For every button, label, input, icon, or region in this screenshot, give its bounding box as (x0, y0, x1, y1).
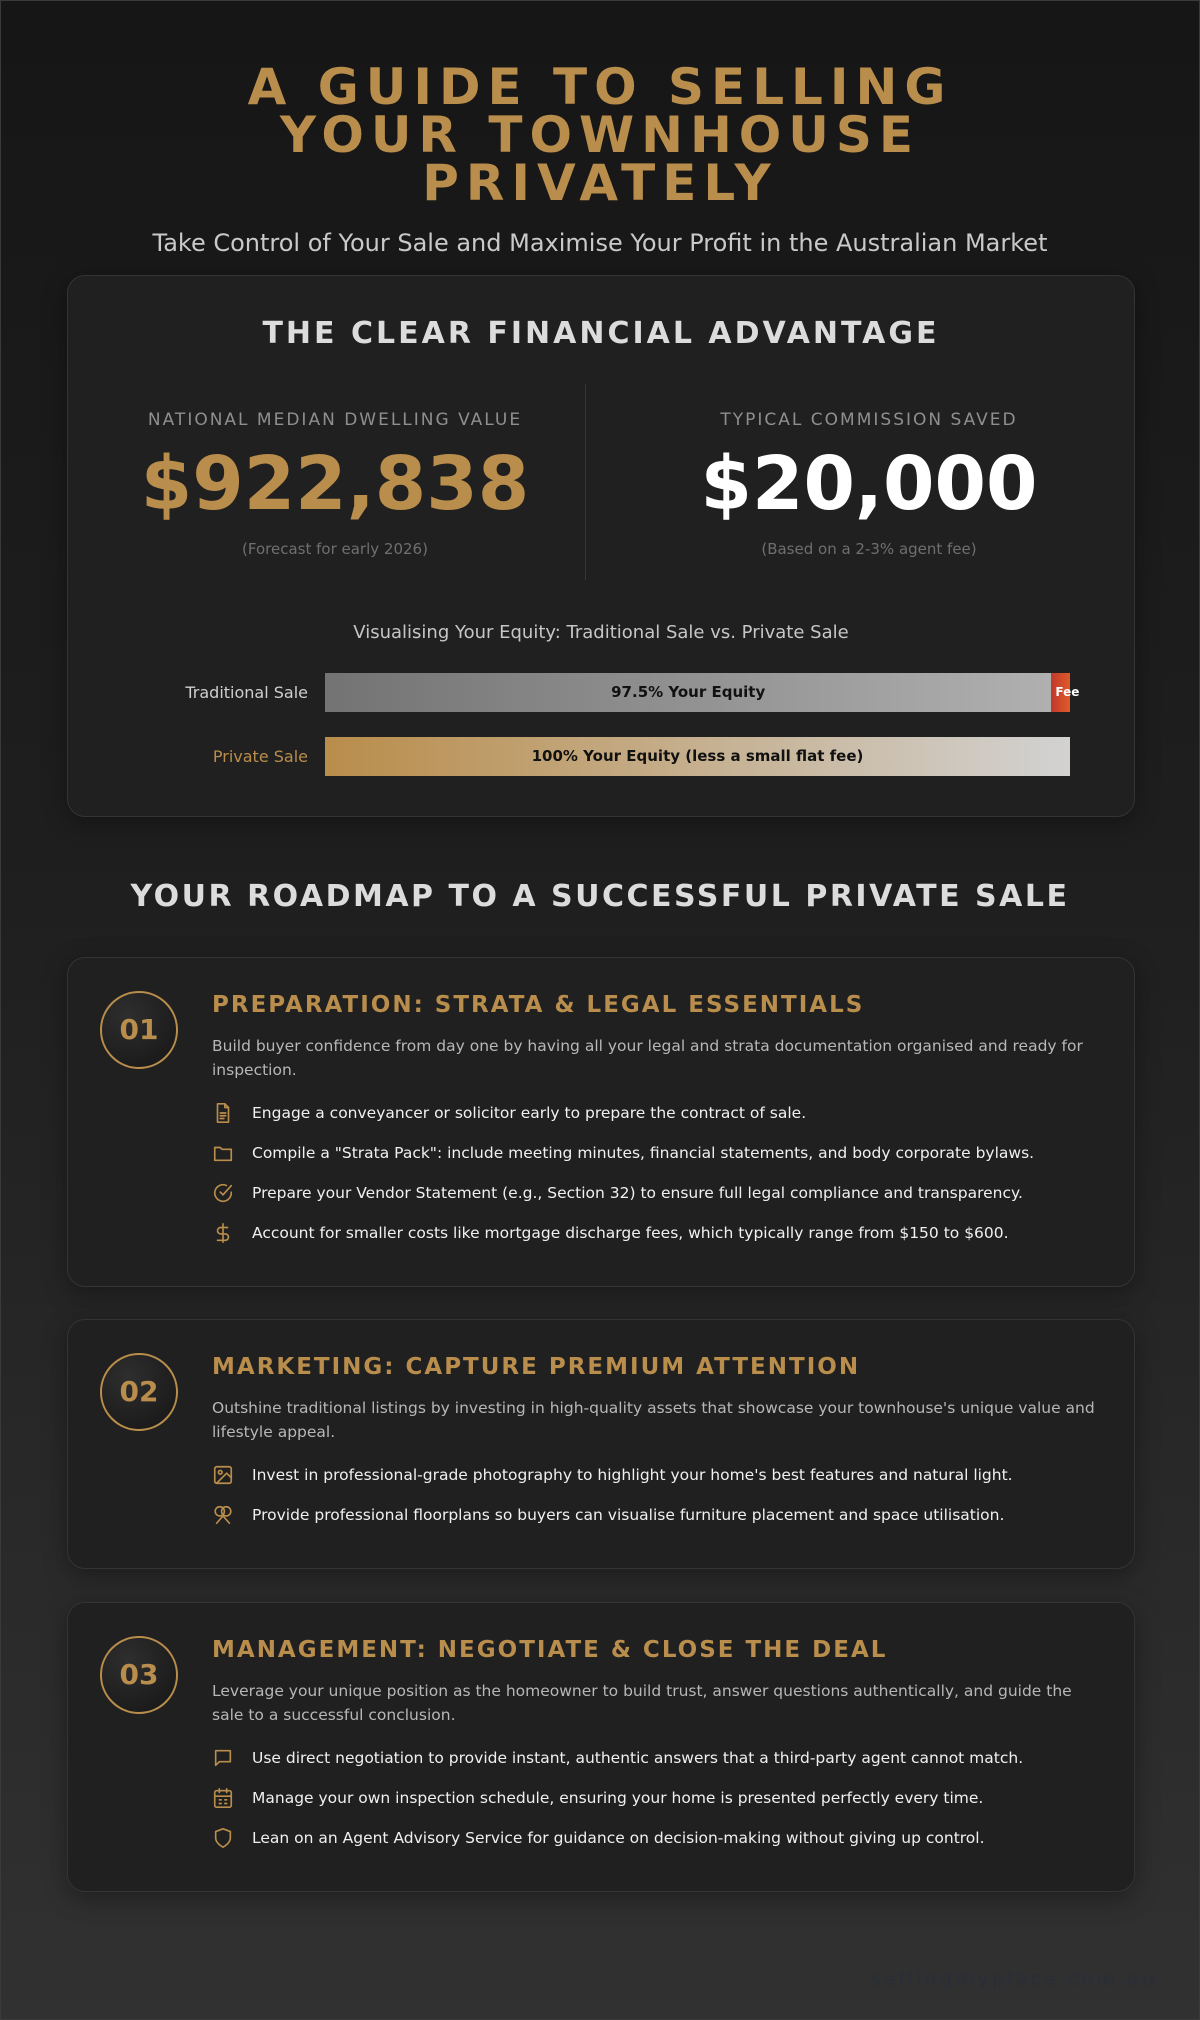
document-icon (212, 1102, 234, 1124)
step-body (212, 1354, 1104, 1542)
list-item (212, 1502, 1104, 1542)
commission-saved-stat (602, 384, 1136, 558)
header (1, 1, 1199, 257)
page-title: A GUIDE TO SELLING YOUR TOWNHOUSE PRIVATELY (247, 58, 953, 212)
list-item-text: Manage your own inspection schedule, ensuring your home is presented perfectly every time. (252, 1789, 984, 1807)
site-watermark: sellingmyplace.com.au (869, 1968, 1157, 1990)
equity-viz-title: Visualising Your Equity: Traditional Sale vs. Private Sale (353, 622, 849, 643)
list-item-text: Compile a "Strata Pack": include meeting minutes, financial statements, and body corporate bylaws. (252, 1144, 1035, 1162)
step-title: MANAGEMENT: NEGOTIATE & CLOSE THE DEAL (212, 1637, 888, 1663)
stats-row (68, 384, 1134, 584)
list-item (212, 1220, 1104, 1260)
step-card-marketing (67, 1319, 1135, 1569)
step-title: PREPARATION: STRATA & LEGAL ESSENTIALS (212, 992, 865, 1018)
step-items (212, 1100, 1104, 1260)
step-card-preparation (67, 957, 1135, 1287)
step-body (212, 992, 1104, 1260)
list-item (212, 1825, 1104, 1865)
list-item (212, 1745, 1104, 1785)
financial-title: THE CLEAR FINANCIAL ADVANTAGE (262, 316, 940, 351)
floorplan-icon (212, 1504, 234, 1526)
list-item (212, 1140, 1104, 1180)
image-icon (212, 1464, 234, 1486)
private-sale-bar-row (68, 737, 1134, 777)
fee-segment: Fee (1051, 673, 1070, 712)
stat-value: $20,000 (700, 441, 1038, 527)
calendar-icon (212, 1787, 234, 1809)
step-body (212, 1637, 1104, 1865)
bar-text: 97.5% Your Equity (611, 683, 766, 701)
step-number-badge: 01 (100, 991, 178, 1069)
stats-divider (585, 384, 586, 580)
step-items (212, 1745, 1104, 1865)
step-description: Outshine traditional listings by investing in high-quality assets that showcase your townhouse's unique value and lifestyle appeal. (212, 1399, 1095, 1441)
financial-advantage-card (67, 275, 1135, 817)
step-card-management (67, 1602, 1135, 1892)
traditional-sale-bar-row (68, 673, 1134, 713)
stat-note: (Forecast for early 2026) (242, 540, 428, 558)
page-subtitle: Take Control of Your Sale and Maximise Your Profit in the Australian Market (152, 229, 1048, 257)
equity-bar (325, 737, 1070, 776)
list-item (212, 1462, 1104, 1502)
list-item-text: Use direct negotiation to provide instant, authentic answers that a third-party agent cannot match. (252, 1749, 1024, 1767)
chat-icon (212, 1747, 234, 1769)
equity-bar (325, 673, 1080, 712)
list-item-text: Lean on an Agent Advisory Service for guidance on decision-making without giving up control. (252, 1829, 985, 1847)
list-item-text: Prepare your Vendor Statement (e.g., Section 32) to ensure full legal compliance and transparency. (252, 1184, 1023, 1202)
dollar-icon (212, 1222, 234, 1244)
step-number-badge: 03 (100, 1636, 178, 1714)
median-value-stat (68, 384, 602, 558)
check-circle-icon (212, 1182, 234, 1204)
step-items (212, 1462, 1104, 1542)
bar-text: 100% Your Equity (less a small flat fee) (531, 747, 864, 765)
step-description: Build buyer confidence from day one by having all your legal and strata documentation organised and ready for inspection. (212, 1037, 1083, 1079)
list-item (212, 1100, 1104, 1140)
list-item-text: Provide professional floorplans so buyers can visualise furniture placement and space utilisation. (252, 1506, 1005, 1524)
shield-icon (212, 1827, 234, 1849)
step-title: MARKETING: CAPTURE PREMIUM ATTENTION (212, 1354, 861, 1380)
step-number-badge: 02 (100, 1353, 178, 1431)
stat-label: NATIONAL MEDIAN DWELLING VALUE (147, 410, 523, 430)
list-item-text: Account for smaller costs like mortgage discharge fees, which typically range from $150 to $600. (252, 1224, 1009, 1242)
stat-note: (Based on a 2-3% agent fee) (761, 540, 977, 558)
list-item (212, 1785, 1104, 1825)
list-item-text: Engage a conveyancer or solicitor early to prepare the contract of sale. (252, 1104, 807, 1122)
list-item-text: Invest in professional-grade photography to highlight your home's best features and natural light. (252, 1466, 1013, 1484)
roadmap-title: YOUR ROADMAP TO A SUCCESSFUL PRIVATE SALE (130, 879, 1070, 914)
stat-label: TYPICAL COMMISSION SAVED (720, 410, 1018, 430)
bar-label: Private Sale (212, 747, 308, 766)
step-description: Leverage your unique position as the homeowner to build trust, answer questions authentically, and guide the sale to a successful conclusion. (212, 1682, 1072, 1724)
stat-value: $922,838 (140, 441, 530, 527)
folder-icon (212, 1142, 234, 1164)
list-item (212, 1180, 1104, 1220)
bar-label: Traditional Sale (185, 683, 308, 702)
